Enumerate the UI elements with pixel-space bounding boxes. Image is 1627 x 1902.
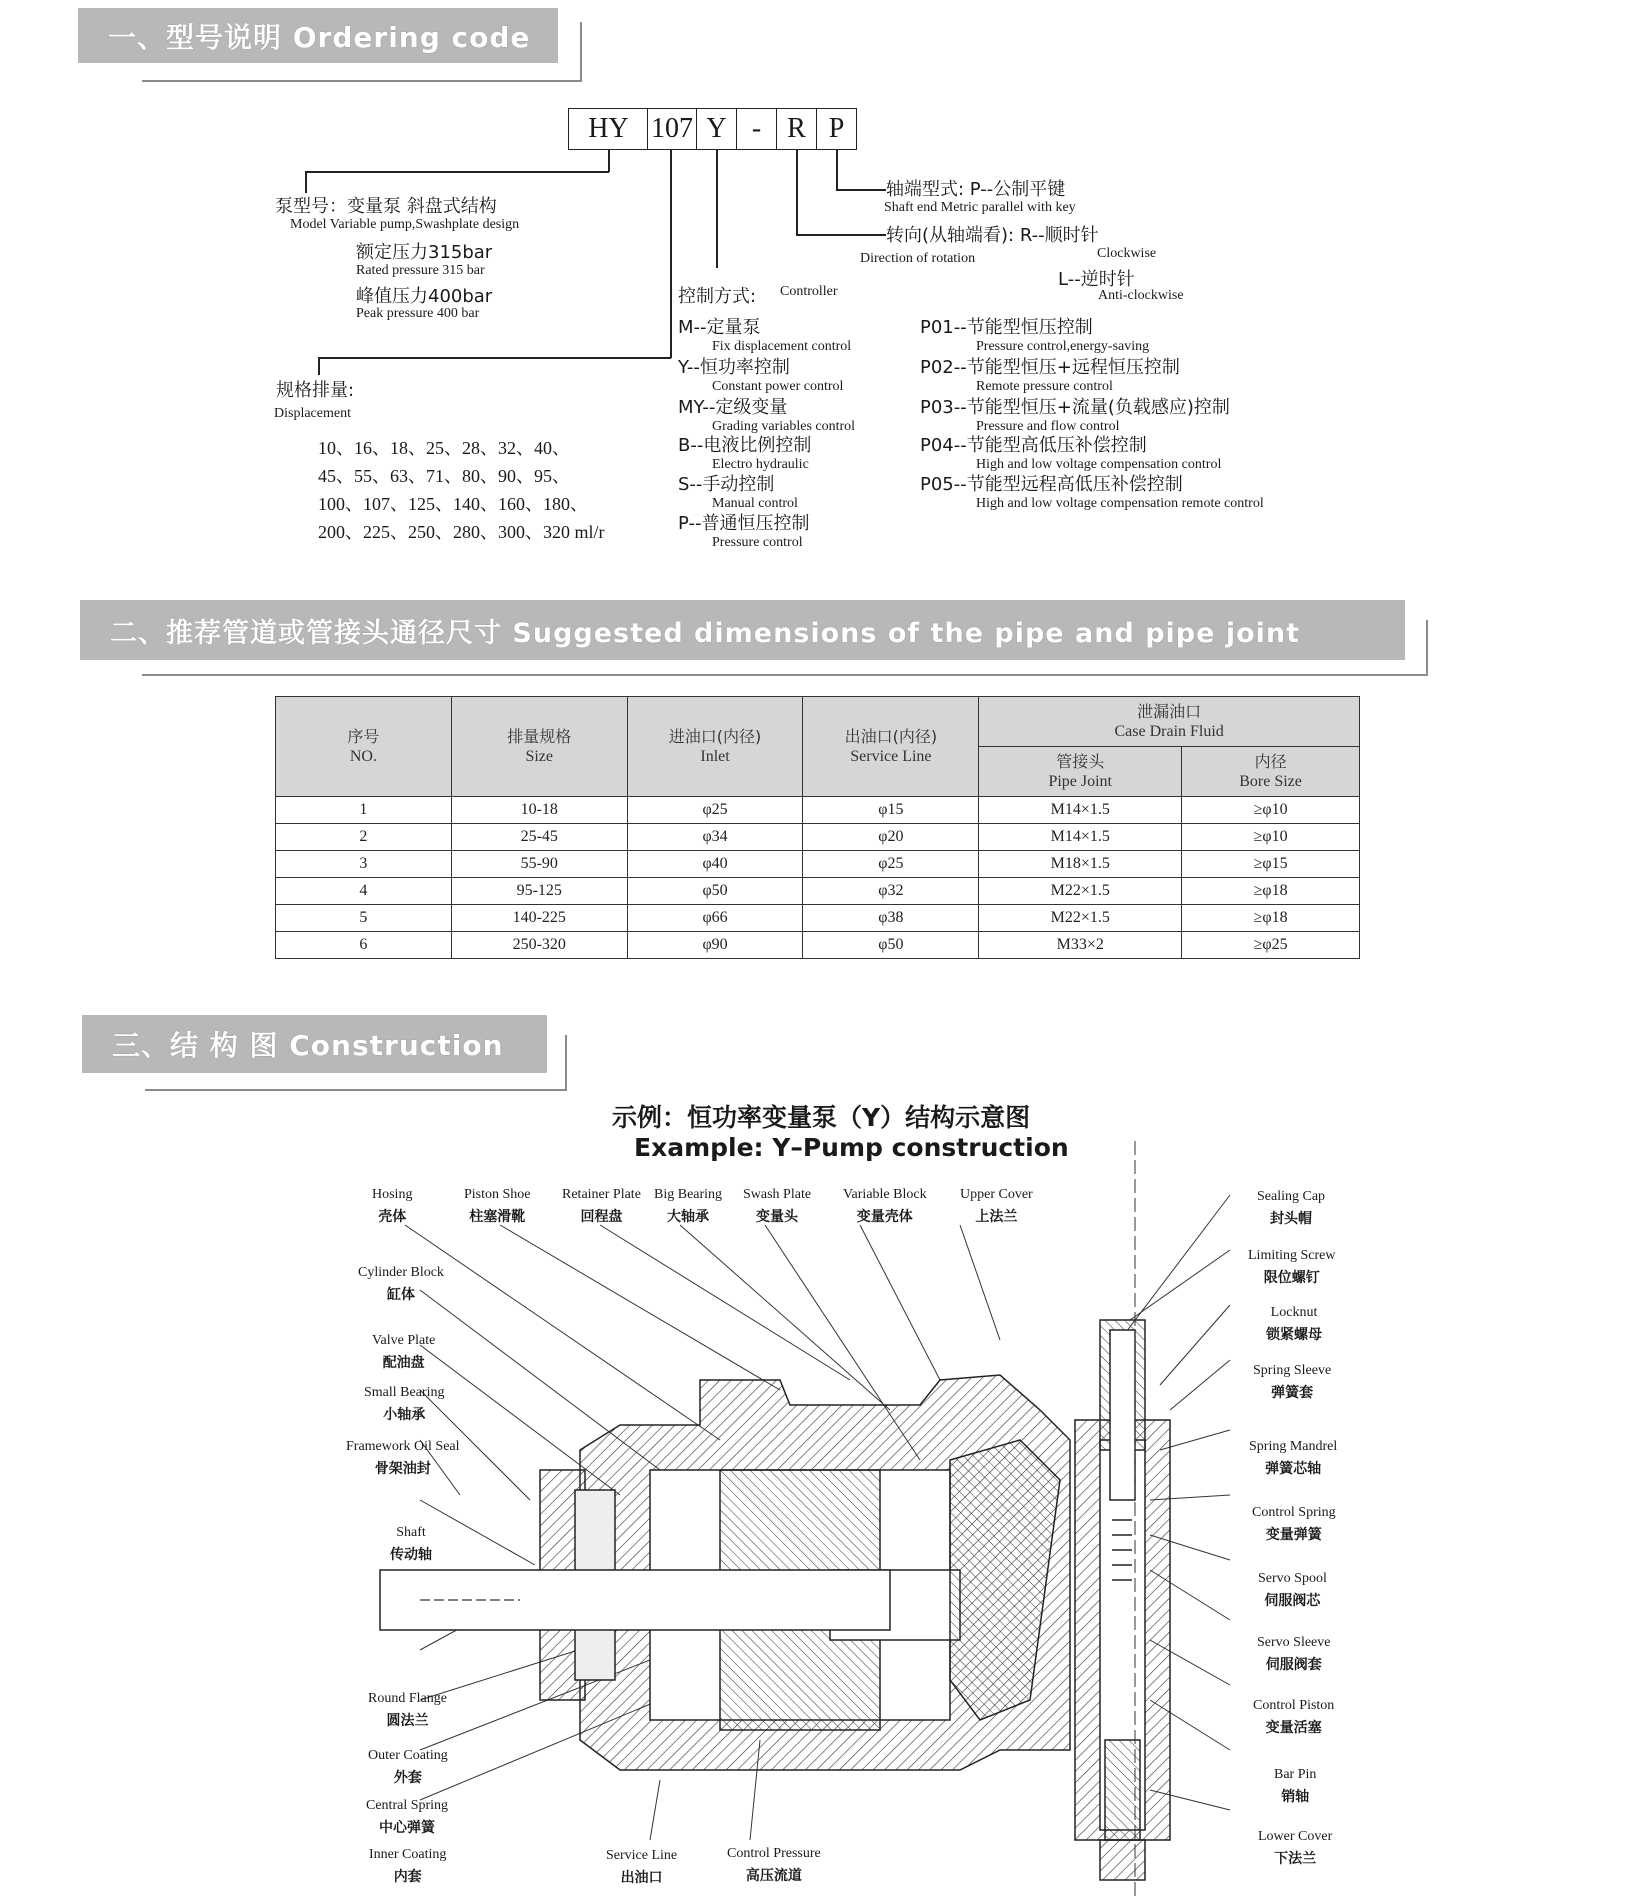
th-service: 出油口(内径) Service Line [803,697,979,797]
rotation-en: Direction of rotation [860,251,976,266]
control-my: MY--定级变量 Grading variables control [678,397,856,434]
construction-title-zh: 示例：恒功率变量泵（Y）结构示意图 [612,1103,1031,1132]
th-bore-size: 内径 Bore Size [1182,747,1360,797]
leader-disp-v2 [318,357,320,375]
pump-cross-section-drawing [360,1140,1240,1902]
table-row: 6 250-320 φ90 φ50 M33×2 ≥φ25 [276,932,1360,959]
control-s: S--手动控制 Manual control [678,474,798,511]
peak-pressure-zh: 峰值压力400bar [356,286,493,307]
controller-en: Controller [780,284,838,299]
control-p: P--普通恒压控制 Pressure control [678,513,810,550]
controls-right-list [920,318,1264,514]
construction-title-en: Example: Y–Pump construction [634,1133,1069,1162]
section-1-title: 一、型号说明 Ordering code [108,20,531,54]
label-control-piston: Control Piston 变量活塞 [1253,1698,1335,1736]
label-cylinder-block: Cylinder Block 缸体 [358,1265,444,1303]
th-inlet: 进油口(内径) Inlet [627,697,803,797]
section-3-title: 三、结 构 图 Construction [112,1029,504,1062]
code-part-control: Y [697,108,737,150]
label-retainer-plate: Retainer Plate 回程盘 [562,1187,641,1225]
shaft-end-zh: 轴端型式: P--公制平键 [886,179,1066,200]
control-b: B--电液比例控制 Electro hydraulic [678,435,812,472]
label-sealing-cap: Sealing Cap 封头帽 [1257,1189,1326,1227]
controls-left-list [678,318,855,553]
label-round-flange: Round Flange 圆法兰 [368,1691,447,1729]
label-shaft: Shaft 传动轴 [390,1525,432,1563]
label-variable-block: Variable Block 变量壳体 [843,1187,927,1225]
label-lower-cover: Lower Cover 下法兰 [1258,1829,1333,1867]
disp-line-4: 200、225、250、280、300、320 ml/r [318,522,605,542]
displacement-values [318,434,605,546]
control-p01: P01--节能型恒压控制 Pressure control,energy-saving [920,317,1150,354]
leader-disp-h [318,357,671,359]
peak-pressure-en: Peak pressure 400 bar [356,306,480,321]
control-p02: P02--节能型恒压+远程恒压控制 Remote pressure control [920,357,1180,394]
label-upper-cover: Upper Cover 上法兰 [960,1187,1033,1225]
disp-line-1: 10、16、18、25、28、32、40、 [318,438,570,458]
table-row: 4 95-125 φ50 φ32 M22×1.5 ≥φ18 [276,878,1360,905]
label-locknut: Locknut 锁紧螺母 [1266,1305,1322,1343]
th-pipe-joint: 管接头 Pipe Joint [979,747,1182,797]
pipe-dimensions-table [275,696,1360,959]
displacement-en: Displacement [274,406,351,421]
label-hosing: Hosing 壳体 [372,1187,413,1225]
control-m: M--定量泵 Fix displacement control [678,317,852,354]
label-bar-pin: Bar Pin 销轴 [1274,1767,1317,1805]
label-big-bearing: Big Bearing 大轴承 [654,1187,723,1225]
label-small-bearing: Small Bearing 小轴承 [364,1385,445,1423]
section-3-banner [82,1015,547,1073]
label-control-spring: Control Spring 变量弹簧 [1252,1505,1336,1543]
table-row: 5 140-225 φ66 φ38 M22×1.5 ≥φ18 [276,905,1360,932]
code-part-rotation: R [777,108,817,150]
anticlockwise-en: Anti-clockwise [1098,288,1184,303]
code-part-shaft: P [817,108,857,150]
label-spring-mandrel: Spring Mandrel 弹簧芯轴 [1249,1439,1338,1477]
leader-disp-v [670,150,672,358]
shaft-end-en: Shaft end Metric parallel with key [884,200,1076,215]
label-swash-plate: Swash Plate 变量头 [743,1187,812,1225]
clockwise-en: Clockwise [1097,246,1157,261]
label-valve-plate: Valve Plate 配油盘 [372,1333,436,1371]
leader-shaft-v [836,150,838,190]
leader-model-v [608,150,610,172]
leader-model-h [305,171,609,173]
rated-pressure-en: Rated pressure 315 bar [356,263,485,278]
table-row: 1 10-18 φ25 φ15 M14×1.5 ≥φ10 [276,797,1360,824]
label-servo-spool: Servo Spool 伺服阀芯 [1258,1571,1327,1609]
table-row: 3 55-90 φ40 φ25 M18×1.5 ≥φ15 [276,851,1360,878]
label-spring-sleeve: Spring Sleeve 弹簧套 [1253,1363,1332,1401]
control-p04: P04--节能型高低压补偿控制 High and low voltage compensation control [920,435,1222,472]
section-1-banner [78,8,558,63]
leader-ctrl-v [716,150,718,268]
leader-shaft-h [836,189,886,191]
code-part-size: 107 [647,108,697,150]
rated-pressure-zh: 额定压力315bar [356,242,493,263]
section-2-banner [80,600,1405,660]
code-part-dash: - [737,108,777,150]
code-part-hy: HY [568,108,648,150]
section-2-title: 二、推荐管道或管接头通径尺寸 Suggested dimensions of the pipe and pipe joint [110,617,1301,649]
label-central-spring: Central Spring 中心弹簧 [366,1798,449,1836]
disp-line-3: 100、107、125、140、160、180、 [318,494,588,514]
th-drain: 泄漏油口 Case Drain Fluid [979,697,1360,747]
label-control-pressure: Control Pressure 高压流道 [727,1846,821,1884]
model-zh: 泵型号：变量泵 斜盘式结构 [275,196,497,217]
disp-line-2: 45、55、63、71、80、90、95、 [318,466,570,486]
controller-zh: 控制方式: [678,286,757,307]
rotation-zh: 转向(从轴端看): R--顺时针 [886,225,1099,246]
label-framework-oil-seal: Framework Oil Seal 骨架油封 [346,1439,460,1477]
anticlockwise-zh: L--逆时针 [1058,269,1135,290]
model-en: Model Variable pump,Swashplate design [290,217,520,232]
control-y: Y--恒功率控制 Constant power control [678,357,844,394]
leader-rot-v [796,150,798,235]
leader-model-v2 [305,171,307,193]
label-piston-shoe: Piston Shoe 柱塞滑靴 [464,1187,531,1225]
label-inner-coating: Inner Coating 内套 [369,1847,447,1885]
th-no: 序号 NO. [276,697,452,797]
displacement-zh: 规格排量: [276,380,355,401]
control-p03: P03--节能型恒压+流量(负载感应)控制 Pressure and flow control [920,397,1230,434]
th-size: 排量规格 Size [451,697,627,797]
control-p05: P05--节能型远程高低压补偿控制 High and low voltage compensation remote control [920,474,1264,511]
label-service-line: Service Line 出油口 [606,1848,678,1886]
leader-rot-h [796,234,886,236]
label-outer-coating: Outer Coating 外套 [368,1748,448,1786]
table-row: 2 25-45 φ34 φ20 M14×1.5 ≥φ10 [276,824,1360,851]
label-servo-sleeve: Servo Sleeve 伺服阀套 [1257,1635,1331,1673]
label-limiting-screw: Limiting Screw 限位螺钉 [1248,1248,1336,1286]
